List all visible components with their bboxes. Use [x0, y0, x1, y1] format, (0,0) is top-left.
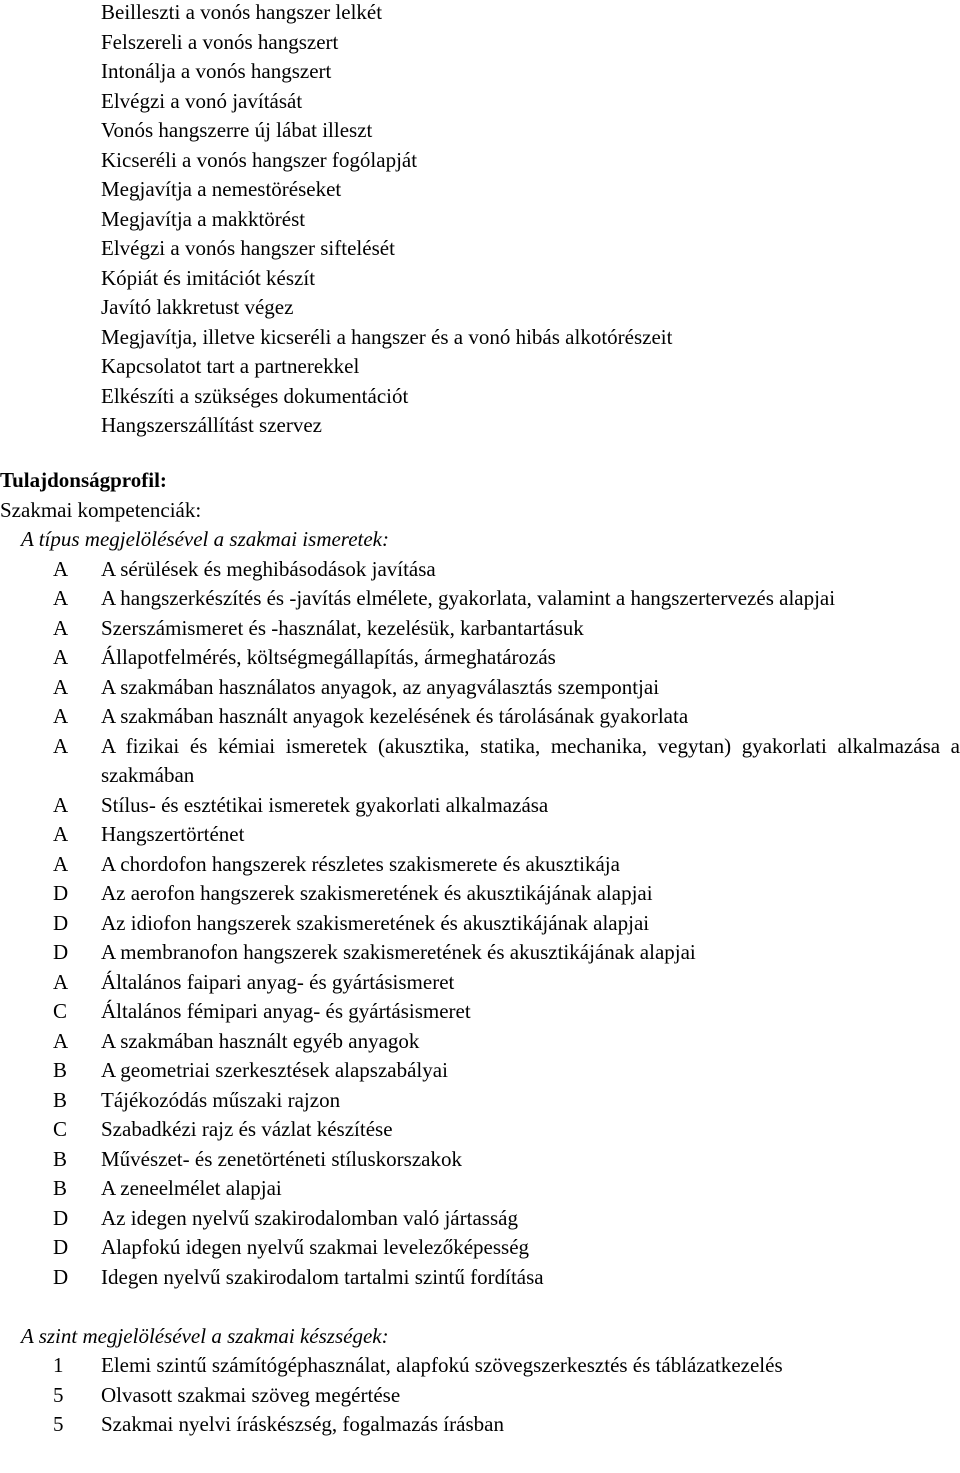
type-code: D — [53, 940, 69, 964]
knowledge-row — [0, 1145, 960, 1175]
knowledge-text: Alapfokú idegen nyelvű szakmai levelezőképesség — [101, 1235, 530, 1259]
type-code: A — [53, 822, 69, 846]
type-code: A — [53, 674, 69, 699]
knowledge-row — [0, 702, 960, 732]
knowledge-text: A szakmában használt egyéb anyagok — [101, 1028, 420, 1053]
knowledge-row — [0, 1263, 960, 1293]
task-item: Intonálja a vonós hangszert — [101, 59, 332, 83]
knowledge-row — [0, 1174, 960, 1204]
knowledge-row — [0, 879, 960, 909]
knowledge-text: A zeneelmélet alapjai — [101, 1176, 282, 1200]
skill-text: Olvasott szakmai szöveg megértése — [101, 1382, 401, 1407]
knowledge-row — [0, 1027, 960, 1057]
type-code: D — [53, 1235, 69, 1259]
knowledge-row — [0, 1204, 960, 1234]
knowledge-row — [0, 850, 960, 880]
knowledge-row — [0, 1115, 960, 1145]
task-item: Elvégzi a vonós hangszer siftelését — [101, 236, 395, 260]
type-code: B — [53, 1146, 68, 1171]
knowledge-text: Tájékozódás műszaki rajzon — [101, 1087, 341, 1112]
competencies-title: Szakmai kompetenciák: — [0, 497, 202, 522]
knowledge-text: A geometriai szerkesztések alapszabályai — [101, 1058, 448, 1082]
type-code: A — [53, 1028, 69, 1053]
knowledge-row — [0, 1056, 960, 1086]
knowledge-text: Stílus- és esztétikai ismeretek gyakorlati alkalmazása — [101, 792, 549, 817]
knowledge-text: Művészet- és zenetörténeti stíluskorszakok — [101, 1146, 462, 1171]
level-code: 5 — [53, 1382, 64, 1407]
type-code: C — [53, 1117, 68, 1141]
knowledge-row — [0, 1086, 960, 1116]
knowledge-section-title: A típus megjelölésével a szakmai ismeretek: — [21, 527, 389, 551]
task-item: Kapcsolatot tart a partnerekkel — [101, 354, 360, 378]
knowledge-row — [0, 997, 960, 1027]
skill-row — [0, 1381, 960, 1411]
knowledge-list — [0, 555, 960, 1293]
knowledge-text: Állapotfelmérés, költségmegállapítás, ármeghatározás — [101, 645, 556, 669]
type-code: A — [53, 704, 69, 728]
knowledge-row — [0, 673, 960, 703]
type-code: A — [53, 792, 69, 817]
knowledge-text: A membranofon hangszerek szakismeretének és akusztikájának alapjai — [101, 940, 696, 964]
task-item: Beilleszti a vonós hangszer lelkét — [101, 0, 383, 24]
knowledge-text: Általános fémipari anyag- és gyártásismeret — [101, 999, 471, 1023]
task-item: Kicseréli a vonós hangszer fogólapját — [101, 147, 418, 172]
type-code: B — [53, 1087, 68, 1112]
type-code: D — [53, 910, 69, 935]
skill-row — [0, 1410, 960, 1440]
knowledge-text: Idegen nyelvű szakirodalom tartalmi szintű fordítása — [101, 1264, 544, 1289]
knowledge-row — [0, 791, 960, 821]
type-code: A — [53, 556, 69, 581]
spacer — [0, 1292, 960, 1322]
type-code: A — [53, 645, 69, 669]
knowledge-row — [0, 732, 960, 791]
type-code: A — [53, 733, 69, 758]
type-code: B — [53, 1058, 68, 1082]
knowledge-text: A sérülések és meghibásodások javítása — [101, 556, 436, 581]
knowledge-text: A fizikai és kémiai ismeretek (akusztika, statika, mechanika, vegytan) gyakorlati alkalmazása a szakmában — [101, 733, 960, 787]
skills-list — [0, 1351, 960, 1440]
knowledge-row — [0, 584, 960, 614]
knowledge-row — [0, 1233, 960, 1263]
knowledge-text: Az idegen nyelvű szakirodalomban való jártasság — [101, 1205, 518, 1230]
skills-section-title: A szint megjelölésével a szakmai készségek: — [21, 1323, 389, 1348]
task-list — [101, 0, 672, 441]
task-item: Megjavítja a makktörést — [101, 206, 306, 231]
skill-text: Elemi szintű számítógéphasználat, alapfokú szövegszerkesztés és táblázatkezelés — [101, 1353, 783, 1377]
type-code: A — [53, 969, 69, 994]
skill-text: Szakmai nyelvi íráskészség, fogalmazás írásban — [101, 1412, 504, 1436]
knowledge-text: Általános faipari anyag- és gyártásismeret — [101, 969, 455, 994]
task-item: Felszereli a vonós hangszert — [101, 29, 339, 54]
knowledge-text: Szerszámismeret és -használat, kezelésük, karbantartásuk — [101, 615, 584, 640]
knowledge-text: A hangszerkészítés és -javítás elmélete, gyakorlata, valamint a hangszertervezés alapjai — [101, 586, 836, 610]
level-code: 5 — [53, 1412, 64, 1436]
level-code: 1 — [53, 1353, 64, 1377]
type-code: D — [53, 1264, 69, 1289]
task-item: Hangszerszállítást szervez — [101, 413, 322, 437]
knowledge-text: Az idiofon hangszerek szakismeretének és akusztikájának alapjai — [101, 910, 650, 935]
knowledge-text: Hangszertörténet — [101, 822, 245, 846]
knowledge-row — [0, 614, 960, 644]
knowledge-text: A szakmában használt anyagok kezelésének és tárolásának gyakorlata — [101, 704, 689, 728]
task-item: Javító lakkretust végez — [101, 295, 294, 319]
type-code: A — [53, 586, 69, 610]
knowledge-text: A chordofon hangszerek részletes szakismerete és akusztikája — [101, 851, 620, 876]
knowledge-row — [0, 643, 960, 673]
task-item: Megjavítja, illetve kicseréli a hangszer és a vonó hibás alkotórészeit — [101, 324, 673, 349]
type-code: D — [53, 881, 69, 905]
knowledge-text: Szabadkézi rajz és vázlat készítése — [101, 1117, 393, 1141]
knowledge-row — [0, 909, 960, 939]
type-code: B — [53, 1176, 68, 1200]
profile-title: Tulajdonságprofil: — [0, 468, 167, 492]
property-profile — [0, 466, 960, 1440]
knowledge-row — [0, 820, 960, 850]
type-code: C — [53, 999, 68, 1023]
task-item: Elvégzi a vonó javítását — [101, 88, 303, 113]
task-item: Kópiát és imitációt készít — [101, 265, 316, 290]
knowledge-text: A szakmában használatos anyagok, az anyagválasztás szempontjai — [101, 674, 660, 699]
skill-row — [0, 1351, 960, 1381]
type-code: A — [53, 851, 69, 876]
type-code: D — [53, 1205, 69, 1230]
knowledge-row — [0, 938, 960, 968]
type-code: A — [53, 615, 69, 640]
knowledge-row — [0, 968, 960, 998]
knowledge-text: Az aerofon hangszerek szakismeretének és akusztikájának alapjai — [101, 881, 653, 905]
knowledge-row — [0, 555, 960, 585]
task-item: Megjavítja a nemestöréseket — [101, 177, 342, 201]
task-item: Vonós hangszerre új lábat illeszt — [101, 118, 373, 142]
task-item: Elkészíti a szükséges dokumentációt — [101, 383, 409, 408]
